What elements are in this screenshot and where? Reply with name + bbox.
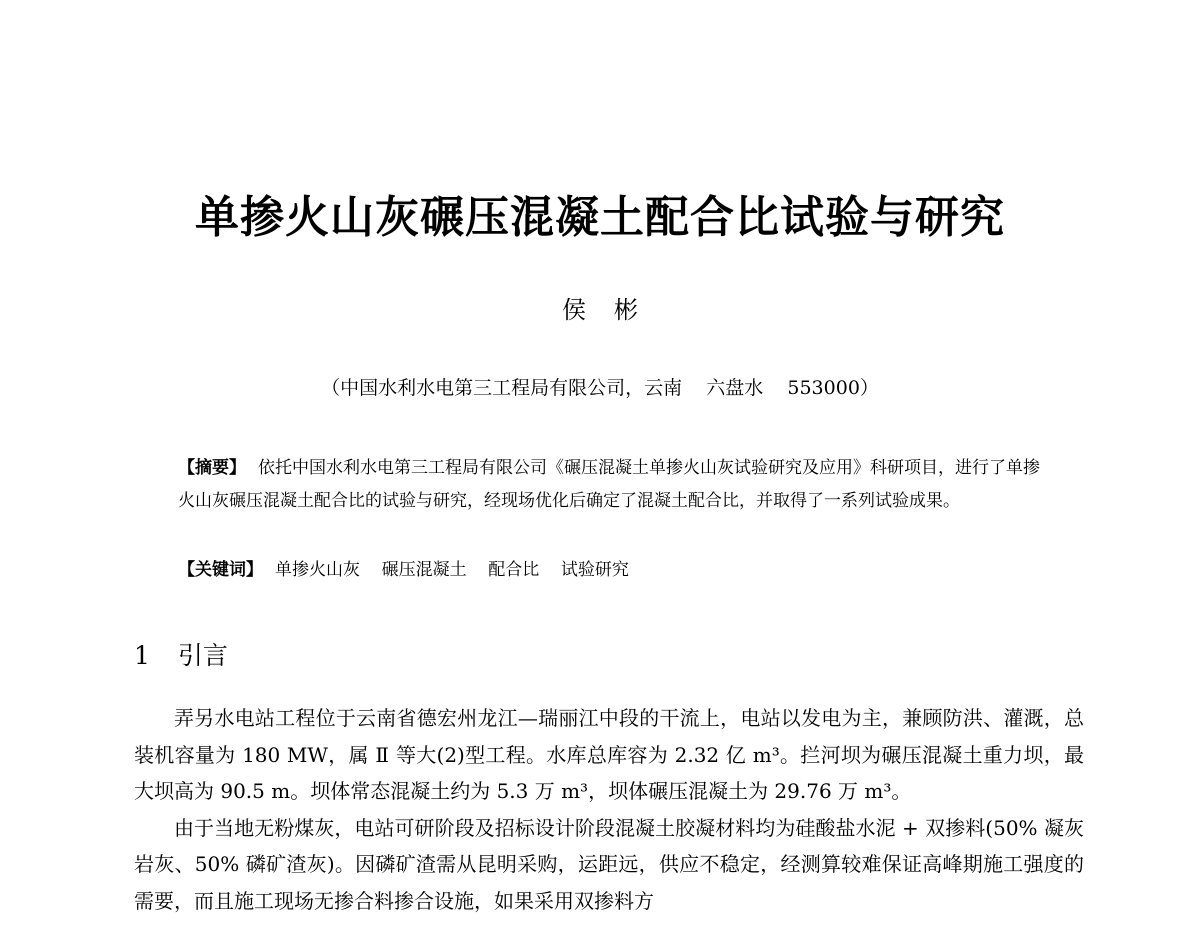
- abstract-label: 【摘要】: [178, 458, 246, 478]
- keywords-label: 【关键词】: [178, 560, 263, 580]
- body-text: [134, 700, 1084, 920]
- author-name: 侯彬: [562, 296, 666, 324]
- paragraph: 弄另水电站工程位于云南省德宏州龙江—瑞丽江中段的干流上，电站以发电为主，兼顾防洪、灌溉，总装机容量为 180 MW，属 Ⅱ 等大(2)型工程。水库总库容为 2.32 亿 m³。拦河坝为碾压混凝土重力坝，最大坝高为 90.5 m。坝体常态混凝土约为 5.3 万 m³，坝体碾压混凝土为 29.76 万 m³。: [134, 706, 1084, 804]
- section-number: 1: [134, 641, 150, 670]
- keywords: [178, 554, 1050, 587]
- author-affiliation: （中国水利水电第三工程局有限公司，云南 六盘水 553000）: [321, 377, 879, 399]
- section-heading: [134, 636, 228, 676]
- paragraph: 由于当地无粉煤灰，电站可研阶段及招标设计阶段混凝土胶凝材料均为硅酸盐水泥 + 双掺料(50% 凝灰岩灰、50% 磷矿渣灰)。因磷矿渣需从昆明采购，运距远，供应不稳定，经测算较难保证高峰期施工强度的需要，而且施工现场无掺合料掺合设施，如果采用双掺料方: [134, 815, 1084, 913]
- section-title: 引言: [177, 641, 228, 670]
- paper-title: 单掺火山灰碾压混凝土配合比试验与研究: [195, 192, 1005, 243]
- abstract-text: 依托中国水利水电第三工程局有限公司《碾压混凝土单掺火山灰试验研究及应用》科研项目，进行了单掺火山灰碾压混凝土配合比的试验与研究，经现场优化后确定了混凝土配合比，并取得了一系列试验成果。: [178, 458, 1040, 511]
- keywords-text: 单掺火山灰 碾压混凝土 配合比 试验研究: [275, 560, 629, 580]
- abstract: [178, 452, 1050, 518]
